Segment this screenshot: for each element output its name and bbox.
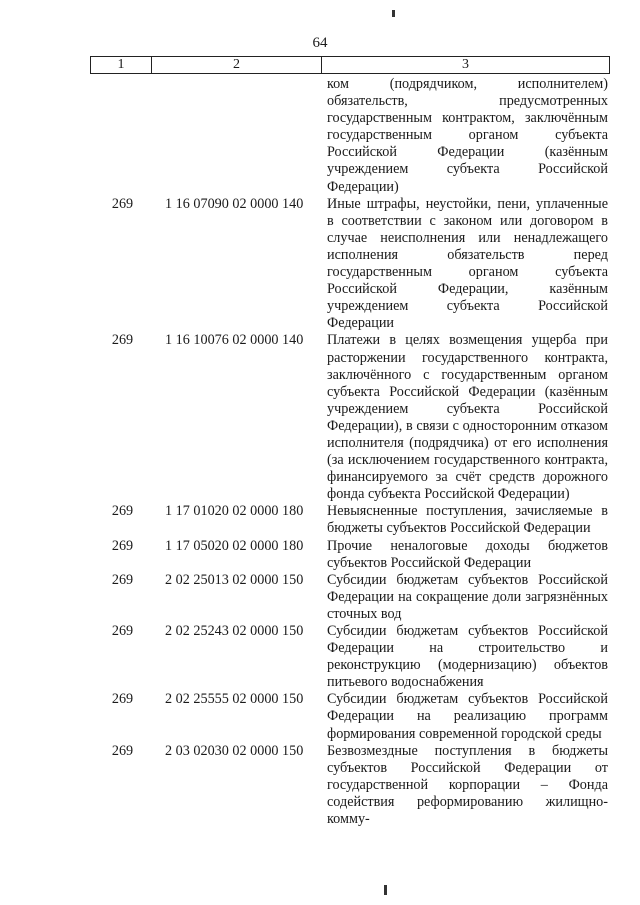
row-name: Субсидии бюджетам субъектов Российской Федерации на сокращение доли загрязнённых сточных вод — [327, 571, 608, 622]
row-code: 269 — [111, 537, 134, 554]
row-name: ком (подрядчиком, исполнителем) обязательств, предусмотренных государственным контрактом, заключённым государственным органом субъекта Российской Федерации (казённым учреждением субъекта Российской Федерации) — [327, 76, 608, 195]
table-header — [90, 56, 610, 74]
row-kbk: 1 17 01020 02 0000 180 — [165, 503, 304, 520]
row-code: 269 — [111, 195, 134, 212]
row-kbk: 1 16 07090 02 0000 140 — [165, 195, 304, 212]
row-name: Невыясненные поступления, зачисляемые в бюджеты субъектов Российской Федерации — [327, 503, 608, 537]
row-kbk: 2 02 25243 02 0000 150 — [165, 623, 304, 639]
header-col-1: 1 — [91, 57, 152, 73]
scan-mark-top — [392, 10, 395, 17]
row-kbk: 2 03 02030 02 0000 150 — [165, 742, 304, 759]
table-body — [90, 76, 610, 828]
row-name: Платежи в целях возмещения ущерба при расторжении государственного контракта, заключённого с государственным органом субъекта Российской Федерации (казённым учреждением субъекта Российской Федерации), в связи с односторонним отказом исполнителя (подрядчика) от его исполнения (за исключением государственного контракта, финансируемого за счёт средств дорожного фонда субъекта Российской Федерации) — [327, 332, 608, 503]
row-name: Прочие неналоговые доходы бюджетов субъектов Российской Федерации — [327, 537, 608, 571]
row-name: Иные штрафы, неустойки, пени, уплаченные в соответствии с законом или договором в случае неисполнения или ненадлежащего исполнения обязательств перед государственным органом субъекта Российской Федерации, казённым учреждением субъекта Российской Федерации — [327, 195, 608, 332]
table-row — [90, 743, 610, 828]
row-kbk: 2 02 25555 02 0000 150 — [165, 691, 304, 708]
table-row — [90, 572, 610, 623]
row-kbk: 2 02 25013 02 0000 150 — [165, 571, 304, 588]
row-code: 269 — [111, 571, 134, 588]
table-row — [90, 623, 610, 691]
row-code: 269 — [111, 691, 134, 708]
table-row — [90, 76, 610, 196]
row-kbk: 1 16 10076 02 0000 140 — [165, 332, 304, 349]
row-name: Субсидии бюджетам субъектов Российской Федерации на строительство и реконструкцию (модернизацию) объектов питьевого водоснабжения — [327, 623, 608, 691]
header-col-3: 3 — [462, 57, 469, 72]
scan-mark-bottom — [384, 885, 387, 895]
header-col-2: 2 — [152, 57, 322, 73]
row-code: 269 — [111, 742, 134, 759]
row-name: Субсидии бюджетам субъектов Российской Федерации на реализацию программ формирования современной городской среды — [327, 691, 608, 742]
row-kbk — [153, 76, 323, 196]
row-code — [90, 76, 153, 196]
page-number: 64 — [312, 35, 328, 51]
table-row — [90, 196, 610, 333]
table-row — [90, 691, 610, 742]
table-row — [90, 538, 610, 572]
row-code: 269 — [111, 503, 134, 520]
row-name: Безвозмездные поступления в бюджеты субъектов Российской Федерации от государственной корпорации – Фонда содействия реформированию жилищно-комму- — [327, 742, 608, 828]
row-code: 269 — [111, 332, 134, 349]
table-row — [90, 332, 610, 503]
table-row — [90, 503, 610, 537]
row-kbk: 1 17 05020 02 0000 180 — [165, 537, 304, 554]
row-code: 269 — [111, 623, 134, 639]
